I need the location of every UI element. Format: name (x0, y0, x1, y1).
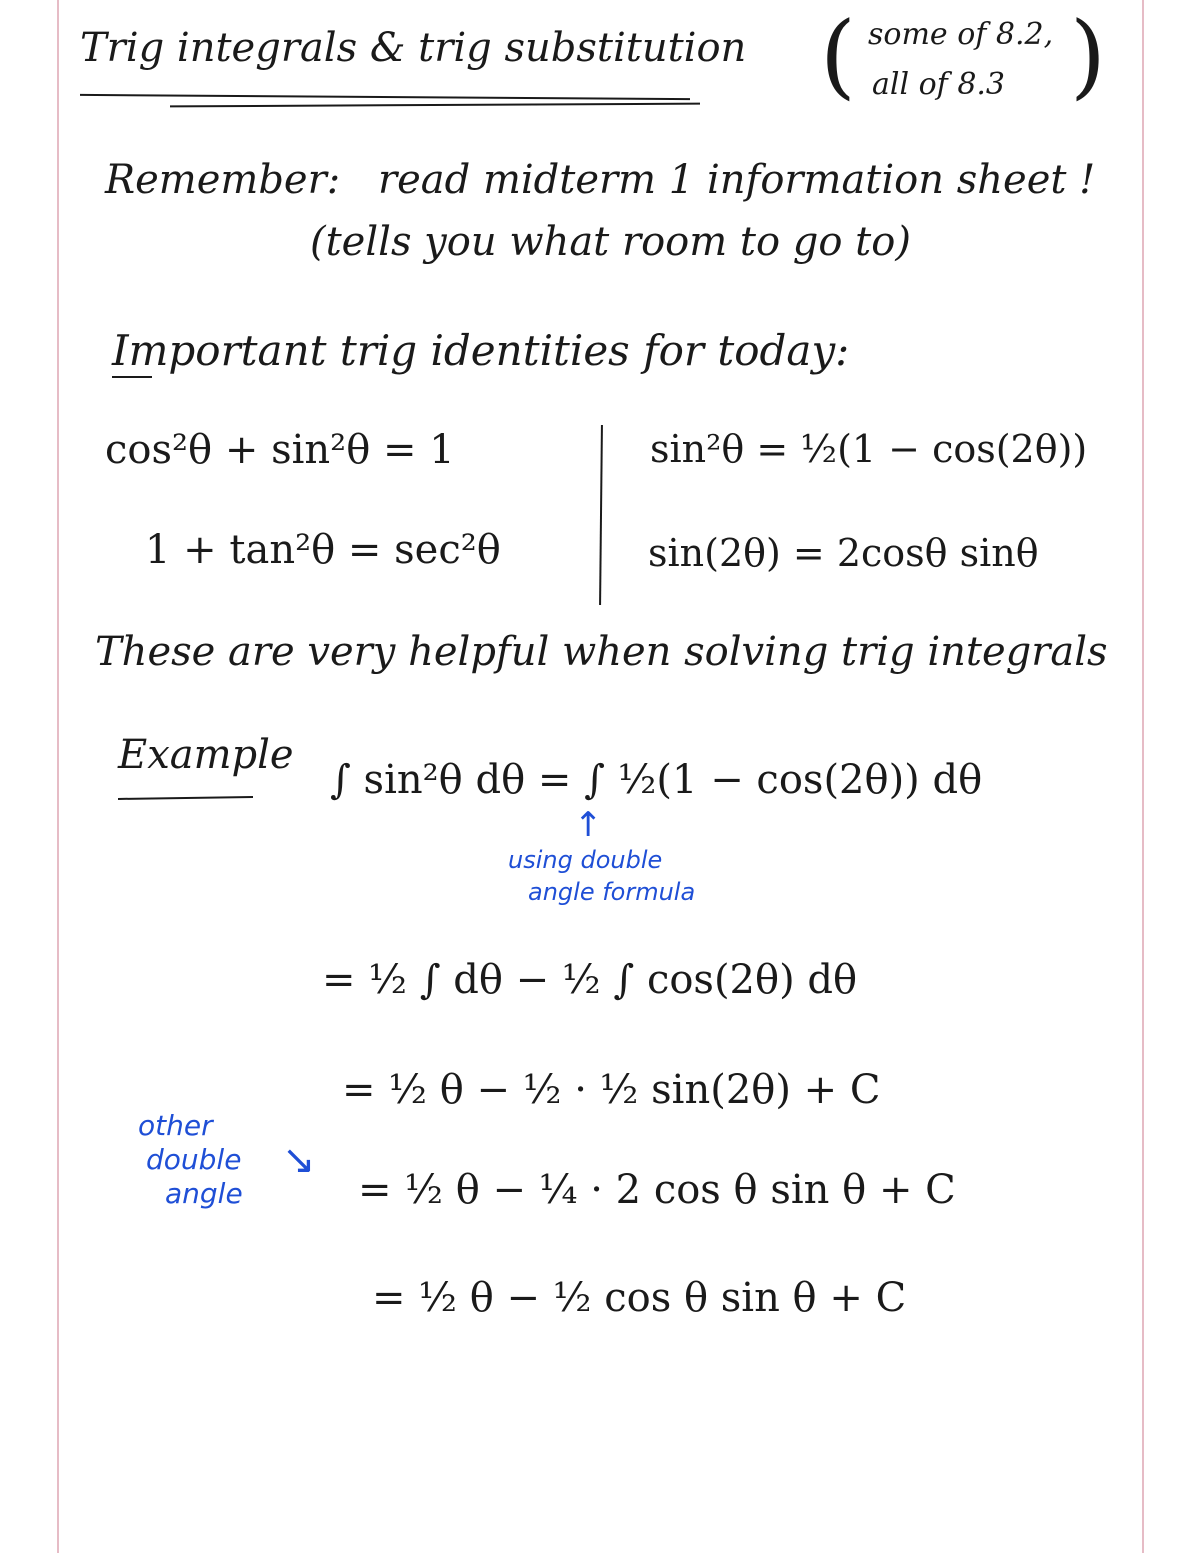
reminder-label: Remember: (105, 157, 341, 203)
annotation-line2: angle formula (528, 878, 696, 906)
title-underline (80, 94, 690, 100)
section-paren-close: ) (1070, 2, 1106, 109)
example-label-underline (118, 796, 253, 800)
solution-step-3: = ½ θ − ¼ · 2 cos θ sin θ + C (358, 1167, 956, 1213)
solution-step-2: = ½ θ − ½ · ½ sin(2θ) + C (342, 1067, 881, 1113)
side-note-line3: angle (165, 1177, 243, 1210)
solution-step-4: = ½ θ − ½ cos θ sin θ + C (372, 1275, 907, 1321)
title-underline-second (170, 103, 700, 108)
section-ref-line1: some of 8.2, (868, 17, 1054, 52)
section-paren-open: ( (820, 2, 856, 109)
reminder-text: read midterm 1 information sheet ! (378, 157, 1096, 203)
annotation-line1: using double (508, 846, 663, 874)
identities-divider (599, 425, 603, 605)
identities-heading: Important trig identities for today: (112, 326, 850, 375)
side-note-line1: other (138, 1109, 213, 1142)
reminder-parenthetical: (tells you what room to go to) (310, 219, 911, 265)
helpful-note: These are very helpful when solving trig integrals (95, 629, 1108, 675)
solution-step-1: = ½ ∫ dθ − ½ ∫ cos(2θ) dθ (322, 957, 858, 1003)
identity-double-angle: sin(2θ) = 2cosθ sinθ (648, 531, 1039, 575)
identities-heading-underline (112, 376, 152, 378)
identity-tan-sec: 1 + tan²θ = sec²θ (145, 527, 501, 573)
example-integral: ∫ sin²θ dθ = ∫ ½(1 − cos(2θ)) dθ (330, 757, 983, 803)
annotation-arrow-icon: ↑ (574, 805, 603, 845)
side-arrow-icon: ↘ (282, 1137, 316, 1183)
example-label: Example (118, 732, 294, 778)
right-margin-line (1142, 0, 1144, 1553)
identity-pythagorean: cos²θ + sin²θ = 1 (105, 427, 455, 473)
side-note-line2: double (146, 1143, 242, 1176)
identity-half-angle: sin²θ = ½(1 − cos(2θ)) (650, 427, 1088, 471)
section-ref-line2: all of 8.3 (872, 67, 1006, 102)
left-margin-line (57, 0, 59, 1553)
page-title: Trig integrals & trig substitution (80, 25, 747, 71)
